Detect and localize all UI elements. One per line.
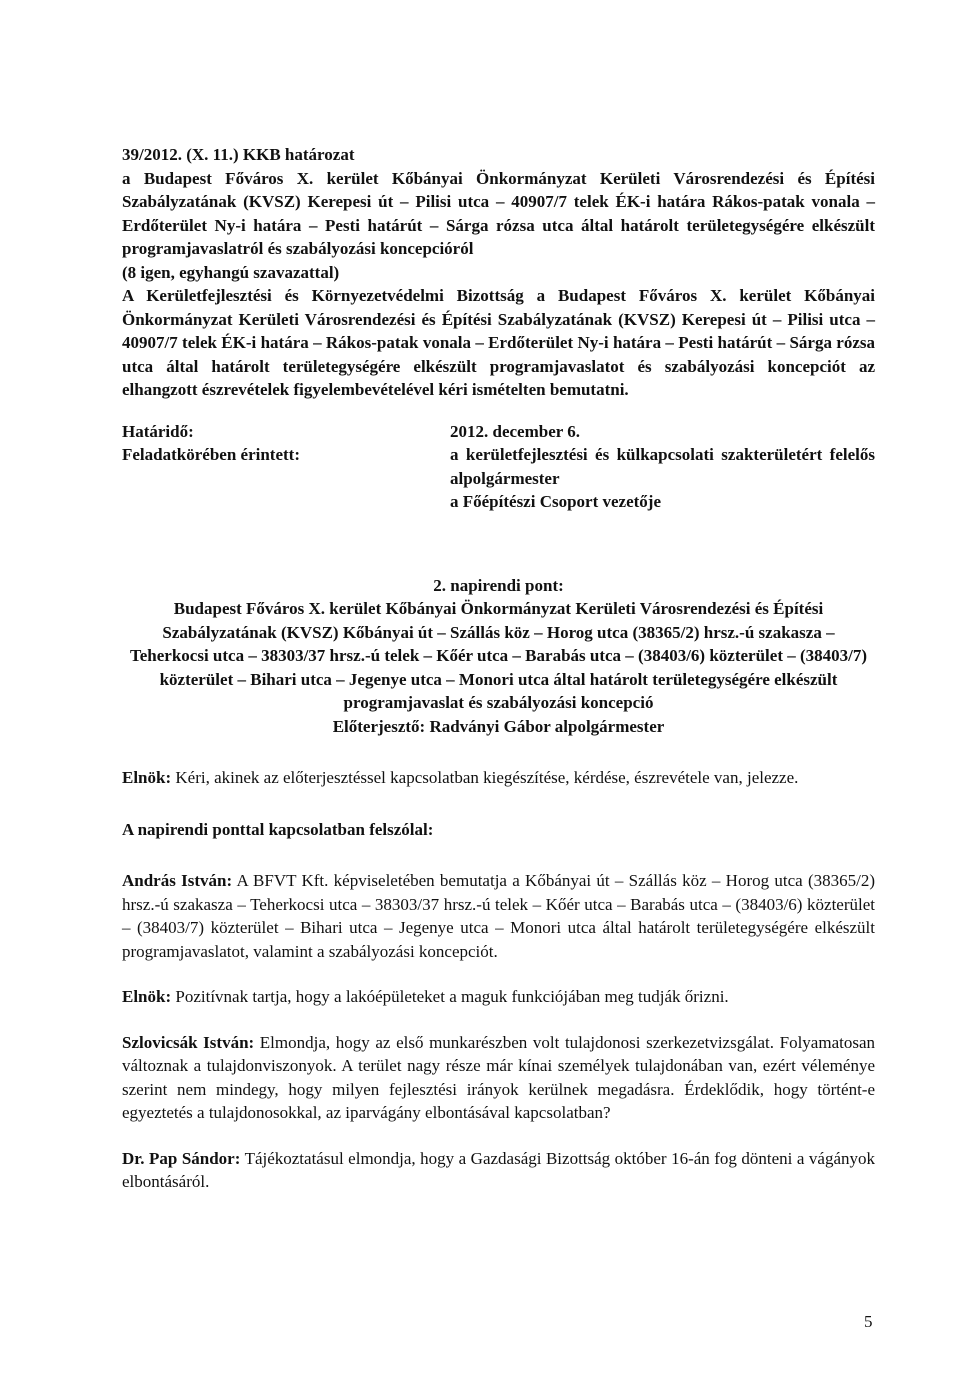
responsible-row (122, 443, 875, 514)
resolution-body: A Kerületfejlesztési és Környezetvédelmi Bizottság a Budapest Főváros X. kerület Kőbányai Önkormányzat Kerületi Városrendezési és Építési Szabályzatának (KVSZ) Kerepesi út – Pilisi utca – 40907/7 telek ÉK-i határa – Rákos-patak vonala – Erdőterület Ny-i határa – Pesti határút – Sárga rózsa utca által határolt területegységére elkészült programjavaslatot és szabályozási koncepciót az elhangzott észrevételek figyelembevételével kéri ismételten bemutatni. (122, 286, 875, 399)
speech-text: A BFVT Kft. képviseletében bemutatja a Kőbányai út – Szállás köz – Horog utca (38365/2) hrsz.-ú szakasza – Teherkocsi utca – 38303/37 hrsz.-ú telek – Kőér utca – Barabás utca – (38403/6) közterület – (38403/7) közterület – Bihari utca – Jegenye utca – Monori utca által határolt területegységére elkészült programjavaslatot, valamint a szabályozási koncepciót. (122, 871, 875, 961)
responsible-line-2: a Főépítészi Csoport vezetője (450, 492, 662, 511)
speech-item (122, 1147, 875, 1194)
speaker-name: Elnök: (122, 768, 172, 787)
responsible-line-1: a kerületfejlesztési és külkapcsolati szakterületért felelős alpolgármester (450, 445, 875, 488)
speech-item (122, 1031, 875, 1125)
resolution-number: 39/2012. (X. 11.) KKB határozat (122, 145, 355, 164)
speech-text: Kéri, akinek az előterjesztéssel kapcsolatban kiegészítése, kérdése, észrevétele van, jelezze. (171, 768, 799, 787)
vote-result: (8 igen, egyhangú szavazattal) (122, 262, 340, 282)
deadline-value: 2012. december 6. (450, 421, 580, 441)
agenda-presenter: Előterjesztő: Radványi Gábor alpolgármester (332, 716, 665, 736)
speech-text: Pozitívnak tartja, hogy a lakóépületeket a maguk funkciójában meg tudják őrizni. (171, 987, 729, 1006)
speech-text: Elmondja, hogy az első munkarészben volt tulajdonosi szerkezetvizsgálat. Folyamatosan változnak a tulajdonviszonyok. A terület nagy része már kínai személyek tulajdonában van, ezért véleménye szerint nem mindegy, hogy milyen fejlesztési irányok kerülnek megadásra. Érdeklődik, hogy történt-e egyeztetés a tulajdonosokkal, az iparvágány elbontásával kapcsolatban? (122, 1032, 875, 1122)
agenda-heading: 2. napirendi pont: (433, 575, 564, 595)
speaker-name: Szlovicsák István: (122, 1032, 255, 1052)
deadline-row (122, 420, 875, 444)
speaker-name: Dr. Pap Sándor: (122, 1148, 241, 1168)
page-number: 5 (864, 1312, 873, 1331)
agenda-title: Budapest Főváros X. kerület Kőbányai Önkormányzat Kerületi Városrendezési és Építési Szabályzatának (KVSZ) Kőbányai út – Szállás köz – Horog utca (38365/2) hrsz.-ú szakasza – Teherkocsi utca – 38303/37 hrsz.-ú telek – Kőér utca – Barabás utca – (38403/6) közterület – (38403/7) közterület – Bihari utca – Jegenye utca – Monori utca által határolt területegységére elkészült programjavaslat és szabályozási koncepció (129, 599, 868, 712)
speaker-name: Elnök: (122, 987, 172, 1006)
resolution-title: a Budapest Főváros X. kerület Kőbányai Önkormányzat Kerületi Városrendezési és Építési Szabályzatának (KVSZ) Kerepesi út – Pilisi utca – 40907/7 telek ÉK-i határa Rákos-patak vonala – Erdőterület Ny-i határa – Pesti határút – Sárga rózsa utca által határolt területegységére elkészült programjavaslatról és szabályozási koncepcióról (122, 168, 875, 258)
deadline-label: Határidő: (122, 421, 194, 441)
speaker-name: András István: (122, 871, 233, 890)
speech-text: Tájékoztatásul elmondja, hogy a Gazdasági Bizottság október 16-án fog dönteni a vágányok elbontásáról. (122, 1148, 875, 1191)
responsible-label: Feladatkörében érintett: (122, 445, 300, 464)
speech-item (122, 985, 875, 1009)
chair-intro (122, 766, 875, 790)
discussion-heading: A napirendi ponttal kapcsolatban felszólal: (122, 819, 434, 839)
speech-item (122, 869, 875, 963)
document-page (122, 143, 875, 1194)
